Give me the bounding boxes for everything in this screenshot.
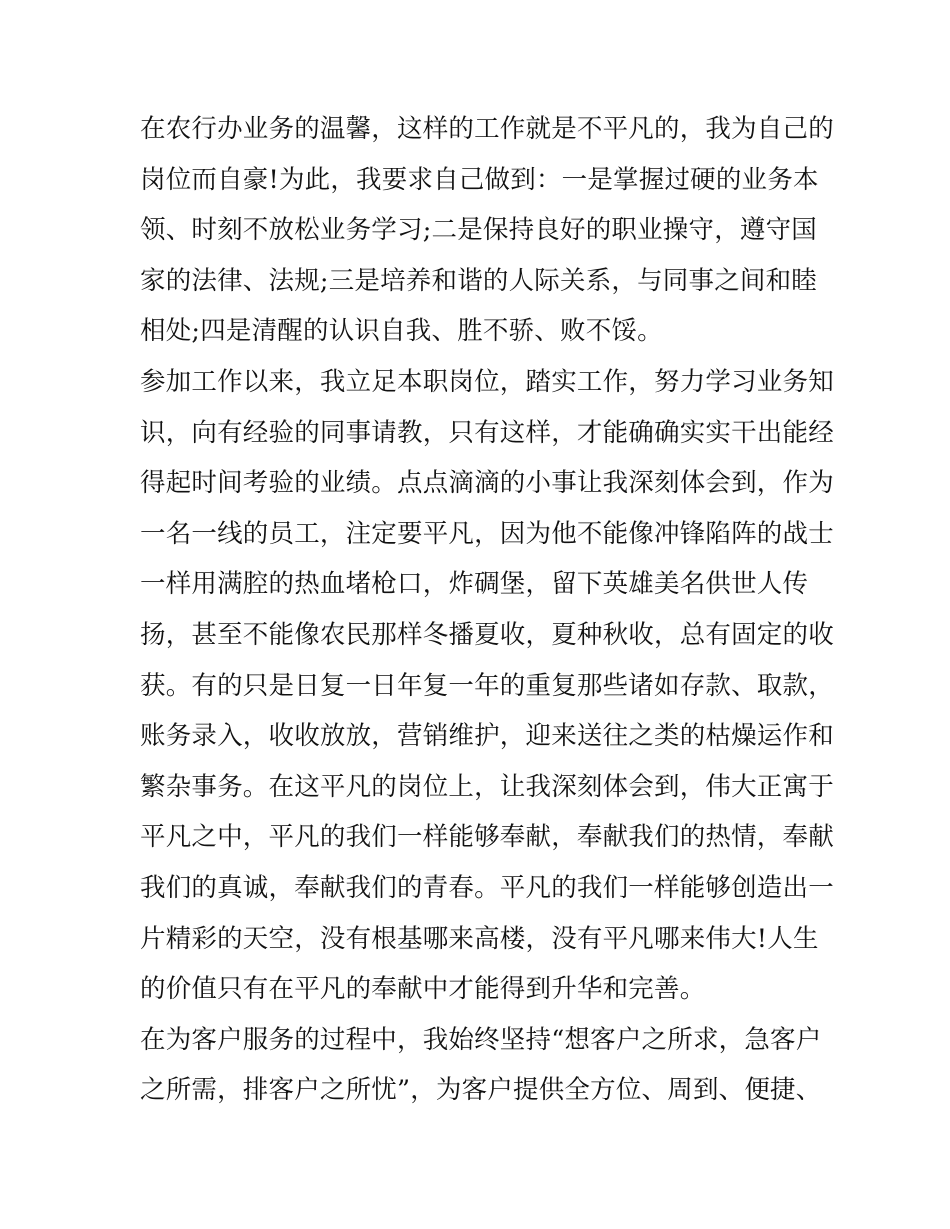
text-line: 在为客户服务的过程中，我始终坚持“想客户之所求，急客户 <box>140 1024 822 1055</box>
text-line: 扬，甚至不能像农民那样冬播夏收，夏种秋收，总有固定的收 <box>140 619 834 650</box>
text-line: 家的法律、法规;三是培养和谐的人际关系，与同事之间和睦 <box>140 265 817 296</box>
text-line: 获。有的只是日复一日年复一年的重复那些诸如存款、取款， <box>140 670 834 701</box>
paragraph-2 <box>140 357 834 1015</box>
text-line: 相处;四是清醒的认识自我、胜不骄、败不馁。 <box>140 316 663 347</box>
text-line: 一名一线的员工，注定要平凡，因为他不能像冲锋陷阵的战士 <box>140 518 834 549</box>
text-line: 识，向有经验的同事请教，只有这样，才能确确实实干出能经 <box>140 417 834 448</box>
paragraph-1 <box>140 104 834 357</box>
text-line: 领、时刻不放松业务学习;二是保持良好的职业操守，遵守国 <box>140 215 817 246</box>
text-line: 平凡之中，平凡的我们一样能够奉献，奉献我们的热情，奉献 <box>140 822 834 853</box>
text-line: 繁杂事务。在这平凡的岗位上，让我深刻体会到，伟大正寓于 <box>140 771 834 802</box>
text-line: 参加工作以来，我立足本职岗位，踏实工作，努力学习业务知 <box>140 366 834 397</box>
paragraph-3 <box>140 1015 820 1116</box>
text-line: 之所需，排客户之所忧”，为客户提供全方位、周到、便捷、 <box>140 1075 822 1106</box>
text-line: 的价值只有在平凡的奉献中才能得到升华和完善。 <box>140 974 706 1005</box>
document-body <box>140 104 834 1116</box>
text-line: 一样用满腔的热血堵枪口，炸碉堡，留下英雄美名供世人传 <box>140 569 809 600</box>
text-line: 账务录入，收收放放，营销维护，迎来送往之类的枯燥运作和 <box>140 721 834 752</box>
text-line: 岗位而自豪!为此，我要求自己做到：一是掌握过硬的业务本 <box>140 164 819 195</box>
text-line: 片精彩的天空，没有根基哪来高楼，没有平凡哪来伟大!人生 <box>140 923 819 954</box>
text-line: 在农行办业务的温馨，这样的工作就是不平凡的，我为自己的 <box>140 114 834 144</box>
text-line: 得起时间考验的业绩。点点滴滴的小事让我深刻体会到，作为 <box>140 468 834 499</box>
text-line: 我们的真诚，奉献我们的青春。平凡的我们一样能够创造出一 <box>140 872 834 903</box>
